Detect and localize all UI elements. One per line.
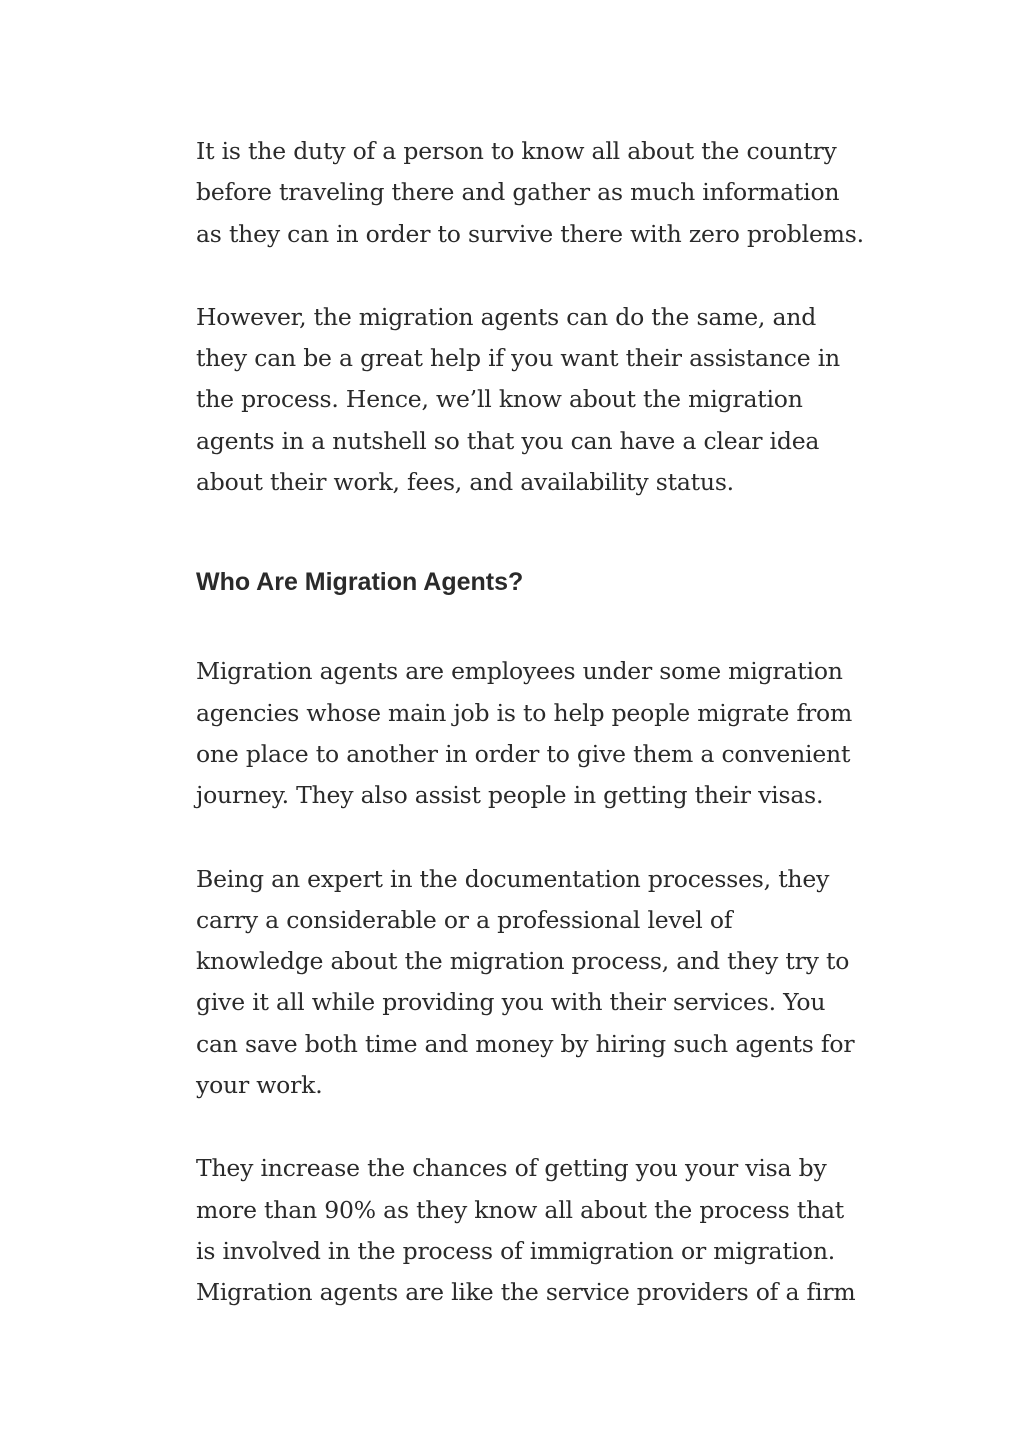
paragraph-line: It is the duty of a person to know all about the country	[196, 137, 837, 165]
paragraph-expertise	[196, 859, 856, 1107]
paragraph-visa-chances	[196, 1148, 856, 1313]
paragraph-line: is involved in the process of immigration or migration.	[196, 1236, 836, 1265]
paragraph-line: Being an expert in the documentation processes, they	[196, 864, 830, 893]
paragraph-line: can save both time and money by hiring such agents for	[196, 1029, 855, 1058]
paragraph-line: more than 90% as they know all about the process that	[196, 1195, 845, 1224]
paragraph-line: agencies whose main job is to help people migrate from	[196, 698, 853, 727]
paragraph-duty	[196, 131, 864, 255]
paragraph-line: your work.	[196, 1071, 323, 1100]
paragraph-spacer	[196, 255, 856, 297]
paragraph-migration-agents-help	[196, 297, 856, 503]
document-body	[196, 131, 864, 1314]
paragraph-definition	[196, 651, 856, 816]
paragraph-spacer	[196, 817, 856, 859]
paragraph-line: They increase the chances of getting you your visa by	[196, 1154, 827, 1183]
paragraph-line: one place to another in order to give them a convenient	[196, 739, 851, 768]
paragraph-line: before traveling there and gather as much information	[196, 178, 840, 207]
paragraph-line: Migration agents are employees under some migration	[196, 657, 843, 686]
section-heading: Who Are Migration Agents?	[196, 568, 524, 597]
paragraph-line: the process. Hence, we’ll know about the migration	[196, 385, 803, 414]
paragraph-line: about their work, fees, and availability status.	[196, 468, 734, 497]
paragraph-line: journey. They also assist people in getting their visas.	[196, 781, 824, 810]
paragraph-line: Migration agents are like the service providers of a firm	[196, 1278, 856, 1307]
paragraph-line: carry a considerable or a professional level of	[196, 905, 733, 934]
paragraph-line: give it all while providing you with their services. You	[196, 988, 826, 1017]
paragraph-line: However, the migration agents can do the same, and	[196, 302, 817, 331]
paragraph-line: they can be a great help if you want their assistance in	[196, 344, 840, 373]
paragraph-line: as they can in order to survive there with zero problems.	[196, 219, 864, 248]
heading-spacer-top	[196, 503, 856, 565]
heading-spacer-bottom	[196, 599, 856, 651]
paragraph-line: knowledge about the migration process, and they try to	[196, 947, 850, 976]
paragraph-spacer	[196, 1106, 856, 1148]
paragraph-line: agents in a nutshell so that you can have a clear idea	[196, 426, 820, 455]
